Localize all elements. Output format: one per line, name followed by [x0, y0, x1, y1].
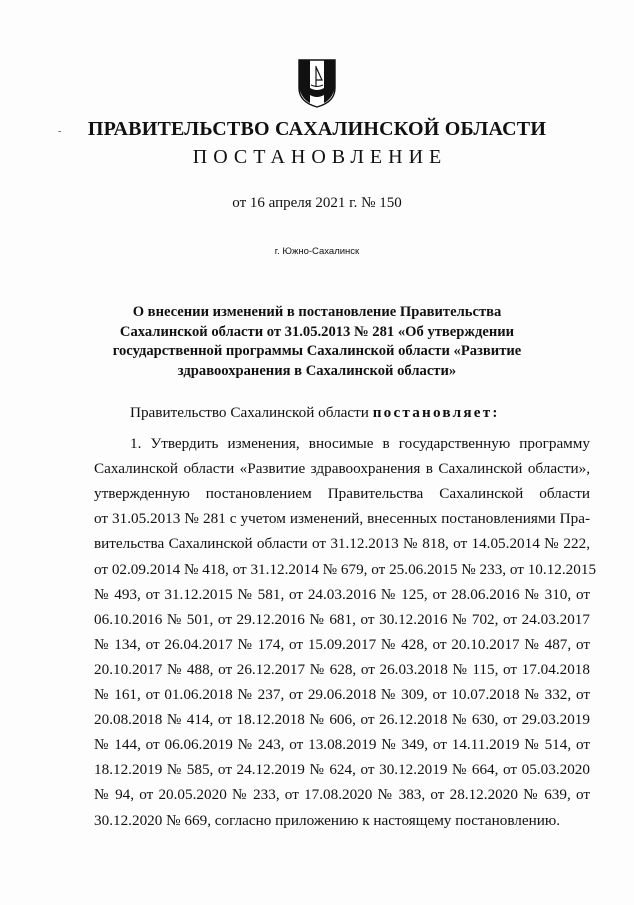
body-line: № 144, от 06.06.2019 № 243, от 13.08.2019 № 349, от 14.11.2019 № 514, от [94, 736, 590, 754]
decree-city: г. Южно-Сахалинск [274, 246, 360, 257]
preamble-keyword: постановляет: [372, 404, 500, 421]
preamble-text: Правительство Сахалинской области [130, 404, 369, 421]
body-line: № 134, от 26.04.2017 № 174, от 15.09.2017 № 428, от 20.10.2017 № 487, от [94, 635, 590, 653]
document-type: ПОСТАНОВЛЕНИЕ [192, 146, 448, 168]
body-line: № 94, от 20.05.2020 № 233, от 17.08.2020 № 383, от 28.12.2020 № 639, от [94, 786, 590, 804]
body-line: утвержденную постановлением Правительства Сахалинской области [94, 485, 590, 503]
decree-subject: О внесении изменений в постановление Правительства Сахалинской области от 31.05.2013 № 281 «Об утверждении государственной программы Сахалинской области «Развитие здравоохранения в Сахалинской области» [112, 304, 522, 379]
body-line: 30.12.2020 № 669, согласно приложению к настоящему постановлению. [94, 811, 561, 829]
decree-date-number: от 16 апреля 2021 г. № 150 [232, 195, 402, 211]
coat-of-arms-icon [296, 58, 338, 108]
body-line: вительства Сахалинской области от 31.12.2013 № 818, от 14.05.2014 № 222, [94, 535, 590, 553]
body-line: 20.08.2018 № 414, от 18.12.2018 № 606, от 26.12.2018 № 630, от 29.03.2019 [94, 711, 590, 729]
scan-mark: - [58, 126, 62, 137]
body-line: № 493, от 31.12.2015 № 581, от 24.03.2016 № 125, от 28.06.2016 № 310, от [94, 585, 590, 603]
body-line: 20.10.2017 № 488, от 26.12.2017 № 628, от 26.03.2018 № 115, от 17.04.2018 [94, 660, 590, 678]
body-line: от 02.09.2014 № 418, от 31.12.2014 № 679, от 25.06.2015 № 233, от 10.12.2015 [94, 560, 597, 578]
body-line: 18.12.2019 № 585, от 24.12.2019 № 624, от 30.12.2019 № 664, от 05.03.2020 [94, 761, 590, 779]
body-line: 06.10.2016 № 501, от 29.12.2016 № 681, от 30.12.2016 № 702, от 24.03.2017 [94, 610, 590, 628]
preamble [130, 404, 500, 422]
body-line: 1. Утвердить изменения, вносимые в государственную программу [130, 435, 590, 452]
body-line: от 31.05.2013 № 281 с учетом изменений, внесенных постановлениями Пра- [94, 510, 590, 528]
government-title: ПРАВИТЕЛЬСТВО САХАЛИНСКОЙ ОБЛАСТИ [87, 118, 547, 140]
body-line: № 161, от 01.06.2018 № 237, от 29.06.2018 № 309, от 10.07.2018 № 332, от [94, 686, 590, 703]
body-line: Сахалинской области «Развитие здравоохранения в Сахалинской области», [94, 460, 590, 478]
